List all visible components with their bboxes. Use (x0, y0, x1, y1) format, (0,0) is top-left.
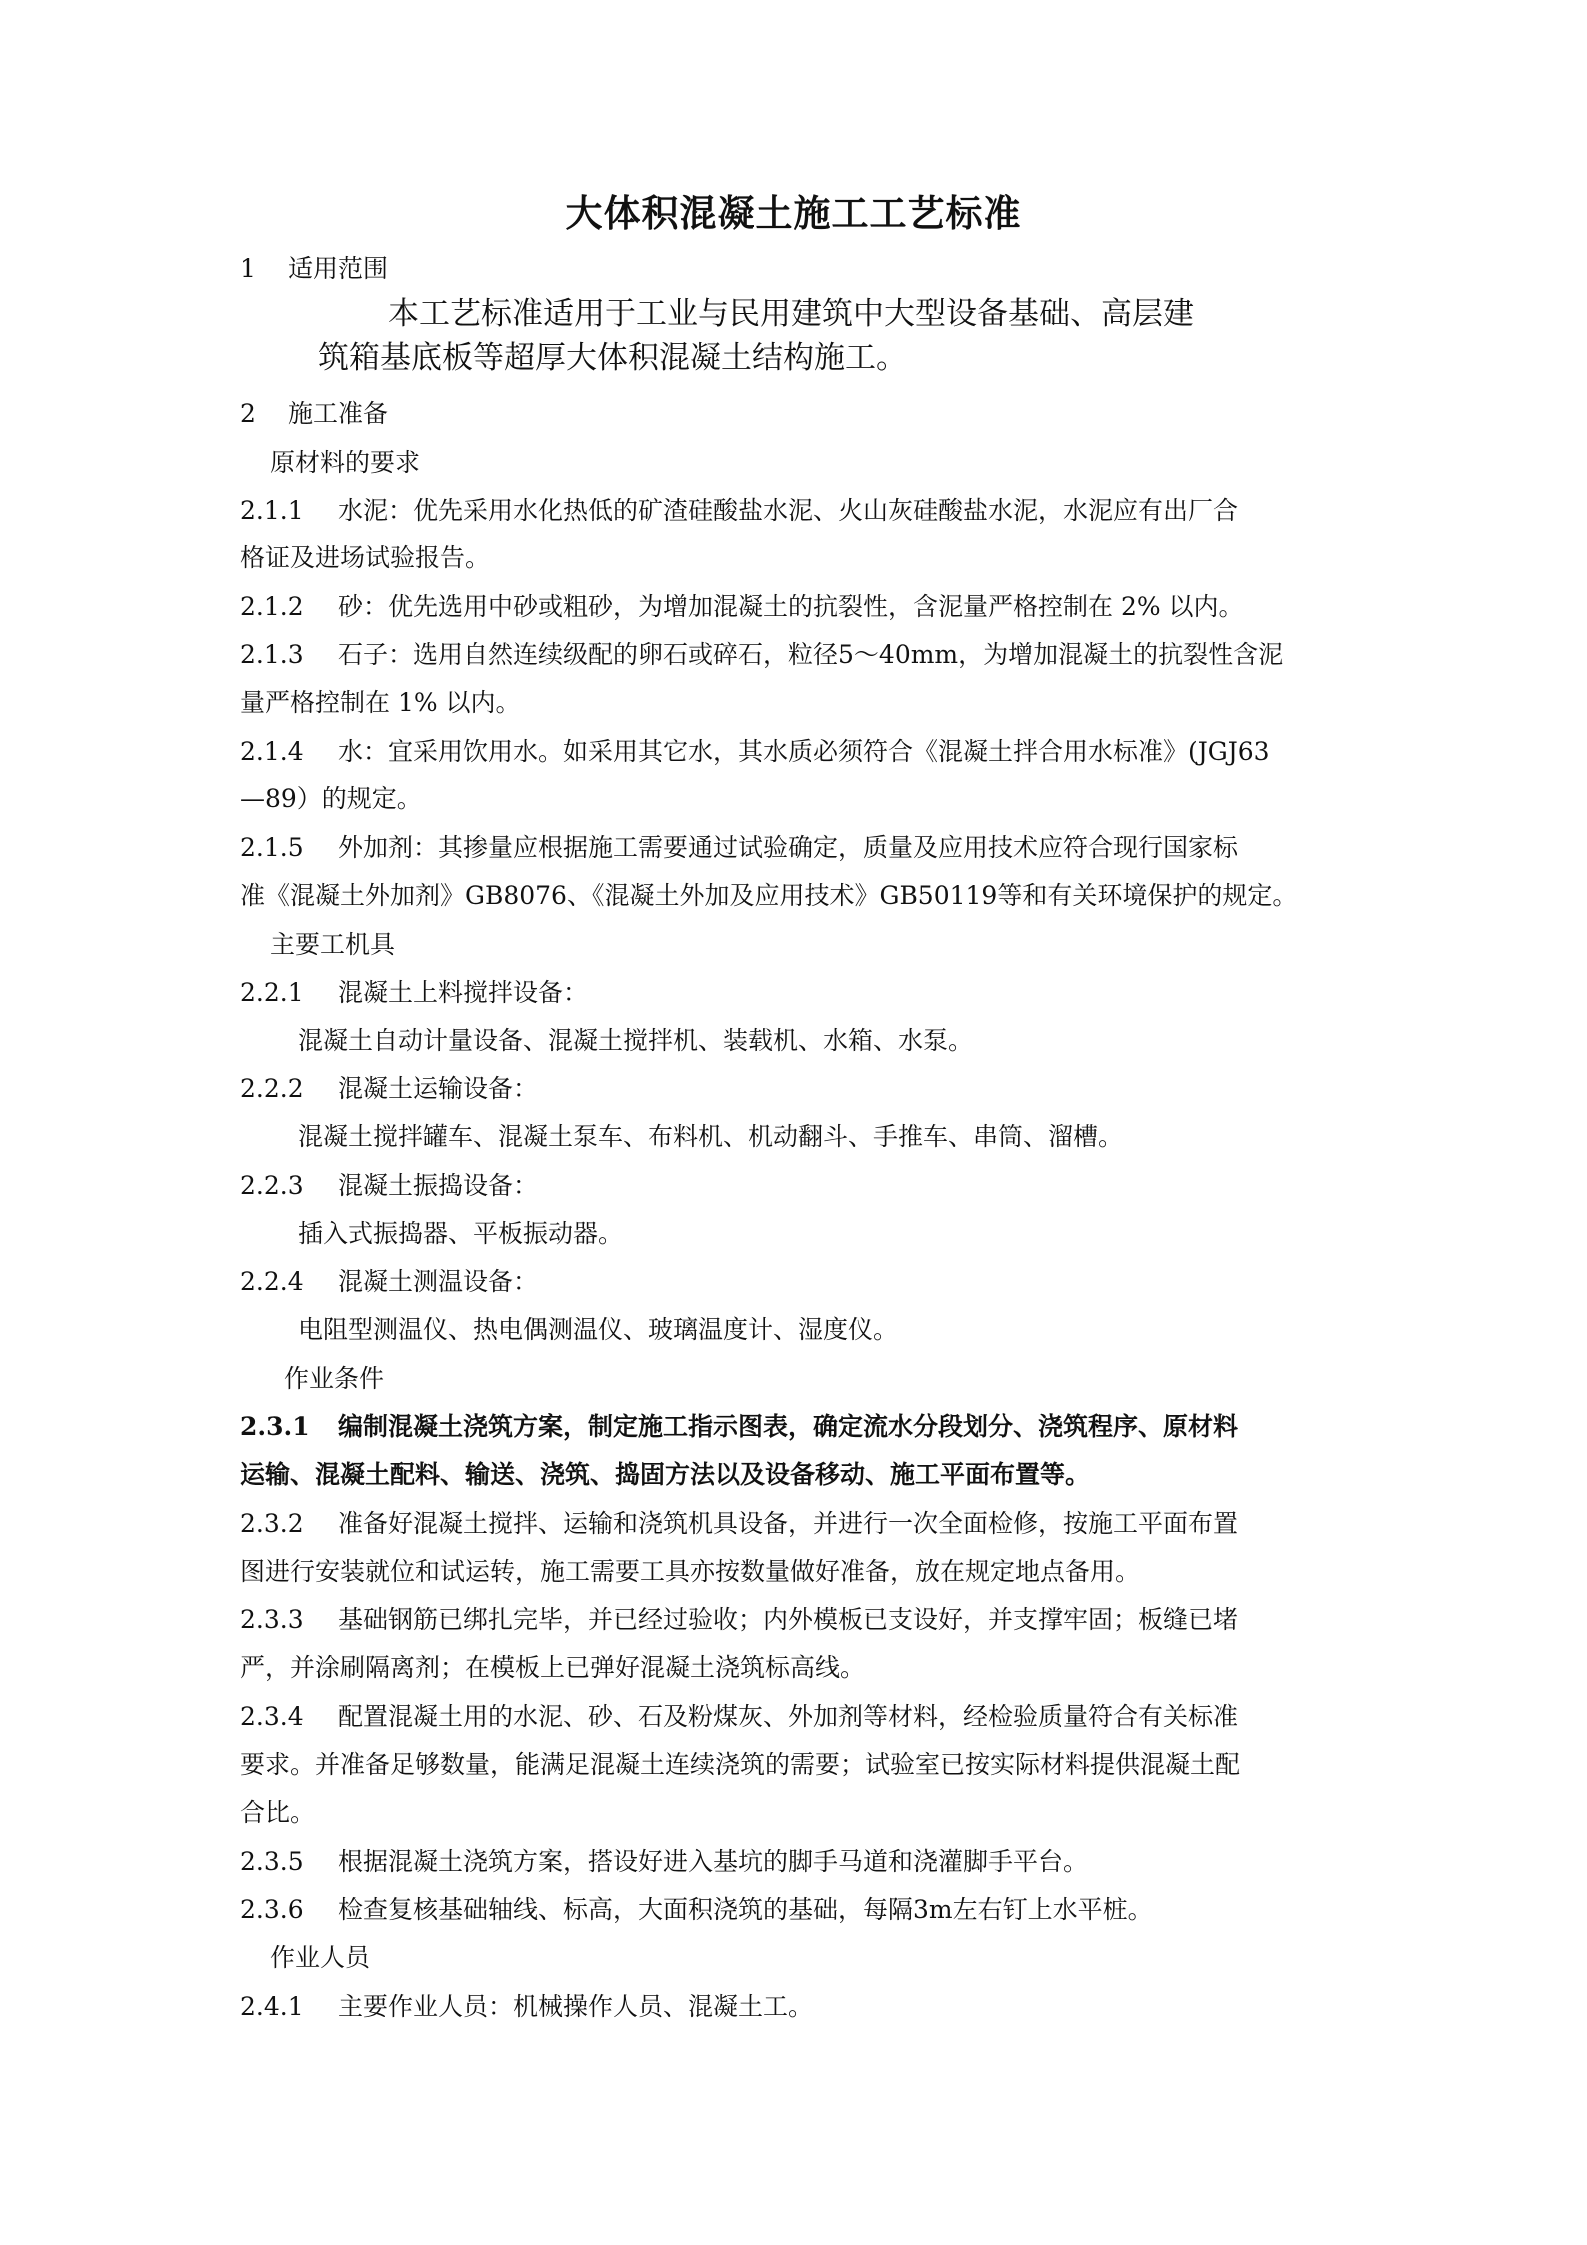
clause-2-3-5 (240, 1845, 1088, 1879)
clause-2-3-3-line-1 (240, 1603, 1238, 1637)
clause-2-2-2 (240, 1072, 538, 1106)
clause-text: 石子：选用自然连续级配的卵石或碎石，粒径5～40mm，为增加混凝土的抗裂性含泥 (338, 640, 1284, 669)
clause-2-3-4-line-1 (240, 1700, 1238, 1734)
section-number: 2 (240, 399, 256, 428)
clause-2-2-2-detail: 混凝土搅拌罐车、混凝土泵车、布料机、机动翻斗、手推车、串筒、溜槽。 (298, 1122, 1124, 1151)
clause-2-2-1 (240, 976, 588, 1010)
clause-number: 2.2.1 (240, 978, 304, 1007)
clause-2-3-2-line-2: 图进行安装就位和试运转，施工需要工具亦按数量做好准备，放在规定地点备用。 (240, 1557, 1141, 1586)
clause-2-1-3-line-2: 量严格控制在 1% 以内。 (240, 688, 521, 717)
clause-number: 2.3.4 (240, 1702, 304, 1731)
clause-text: 混凝土测温设备： (338, 1267, 539, 1296)
subsection-conditions-heading: 作业条件 (284, 1364, 385, 1393)
clause-2-2-3 (240, 1169, 538, 1203)
clause-2-2-4 (240, 1265, 538, 1299)
section-number: 1 (240, 254, 256, 283)
clause-text: 外加剂：其掺量应根据施工需要通过试验确定，质量及应用技术应符合现行国家标 (338, 833, 1239, 862)
clause-text: 基础钢筋已绑扎完毕，并已经过验收；内外模板已支设好，并支撑牢固；板缝已堵 (338, 1605, 1239, 1634)
clause-text: 根据混凝土浇筑方案，搭设好进入基坑的脚手马道和浇灌脚手平台。 (338, 1847, 1089, 1876)
clause-number: 2.3.6 (240, 1895, 304, 1924)
clause-2-2-1-detail: 混凝土自动计量设备、混凝土搅拌机、装载机、水箱、水泵。 (298, 1026, 974, 1055)
clause-text: 混凝土运输设备： (338, 1074, 539, 1103)
clause-number: 2.4.1 (240, 1992, 304, 2021)
clause-number: 2.1.2 (240, 592, 304, 621)
clause-number: 2.1.4 (240, 737, 304, 766)
clause-2-3-6 (240, 1893, 1153, 1927)
clause-text: 混凝土上料搅拌设备： (338, 978, 589, 1007)
clause-2-3-2-line-1 (240, 1507, 1238, 1541)
clause-number: 2.3.3 (240, 1605, 304, 1634)
clause-text: 砂：优先选用中砂或粗砂，为增加混凝土的抗裂性，含泥量严格控制在 2% 以内。 (338, 592, 1244, 621)
clause-2-1-5-line-1 (240, 831, 1238, 865)
clause-2-1-1-line-2: 格证及进场试验报告。 (240, 543, 491, 572)
clause-number: 2.2.4 (240, 1267, 304, 1296)
clause-text: 检查复核基础轴线、标高，大面积浇筑的基础，每隔3m左右钉上水平桩。 (338, 1895, 1153, 1924)
clause-number: 2.1.5 (240, 833, 304, 862)
clause-number: 2.3.5 (240, 1847, 304, 1876)
clause-2-3-3-line-2: 严，并涂刷隔离剂；在模板上已弹好混凝土浇筑标高线。 (240, 1653, 866, 1682)
section-label: 施工准备 (288, 399, 389, 428)
clause-text: 编制混凝土浇筑方案，制定施工指示图表，确定流水分段划分、浇筑程序、原材料 (338, 1412, 1239, 1441)
clause-2-1-4-line-1 (240, 735, 1270, 769)
clause-number: 2.3.1 (240, 1412, 310, 1441)
clause-text: 混凝土振捣设备： (338, 1171, 539, 1200)
section-1-heading (240, 252, 388, 286)
clause-2-3-4-line-2: 要求。并准备足够数量，能满足混凝土连续浇筑的需要；试验室已按实际材料提供混凝土配 (240, 1750, 1241, 1779)
clause-text: 准备好混凝土搅拌、运输和浇筑机具设备，并进行一次全面检修，按施工平面布置 (338, 1509, 1239, 1538)
clause-number: 2.3.2 (240, 1509, 304, 1538)
clause-2-1-1-line-1 (240, 494, 1238, 528)
scope-paragraph-line-1: 本工艺标准适用于工业与民用建筑中大型设备基础、高层建 (388, 296, 1194, 332)
scope-paragraph-line-2: 筑箱基底板等超厚大体积混凝土结构施工。 (318, 340, 907, 376)
clause-2-1-2-line-1 (240, 590, 1244, 624)
clause-2-2-4-detail: 电阻型测温仪、热电偶测温仪、玻璃温度计、湿度仪。 (298, 1315, 899, 1344)
clause-number: 2.2.2 (240, 1074, 304, 1103)
clause-number: 2.1.3 (240, 640, 304, 669)
clause-2-1-5-line-2: 准《混凝土外加剂》GB8076、《混凝土外加及应用技术》GB50119等和有关环境保护的规定。 (240, 881, 1298, 910)
clause-2-3-1-line-1 (240, 1410, 1238, 1444)
clause-2-4-1 (240, 1990, 813, 2024)
clause-2-1-3-line-1 (240, 638, 1283, 672)
section-label: 适用范围 (288, 254, 389, 283)
clause-text: 主要作业人员：机械操作人员、混凝土工。 (338, 1992, 814, 2021)
clause-number: 2.1.1 (240, 496, 304, 525)
clause-text: 水：宜采用饮用水。如采用其它水，其水质必须符合《混凝土拌合用水标准》(JGJ63 (338, 737, 1270, 766)
clause-text: 配置混凝土用的水泥、砂、石及粉煤灰、外加剂等材料，经检验质量符合有关标准 (338, 1702, 1239, 1731)
clause-2-1-4-line-2: —89）的规定。 (240, 784, 422, 813)
clause-2-2-3-detail: 插入式振捣器、平板振动器。 (298, 1219, 624, 1248)
section-2-heading (240, 397, 388, 431)
subsection-personnel-heading: 作业人员 (270, 1943, 371, 1972)
subsection-tools-heading: 主要工机具 (270, 930, 396, 959)
document-title: 大体积混凝土施工工艺标准 (565, 192, 1022, 235)
subsection-materials-heading: 原材料的要求 (270, 448, 421, 477)
clause-number: 2.2.3 (240, 1171, 304, 1200)
clause-text: 水泥：优先采用水化热低的矿渣硅酸盐水泥、火山灰硅酸盐水泥，水泥应有出厂合 (338, 496, 1239, 525)
clause-2-3-4-line-3: 合比。 (240, 1798, 316, 1827)
clause-2-3-1-line-2: 运输、混凝土配料、输送、浇筑、捣固方法以及设备移动、施工平面布置等。 (240, 1460, 1091, 1489)
